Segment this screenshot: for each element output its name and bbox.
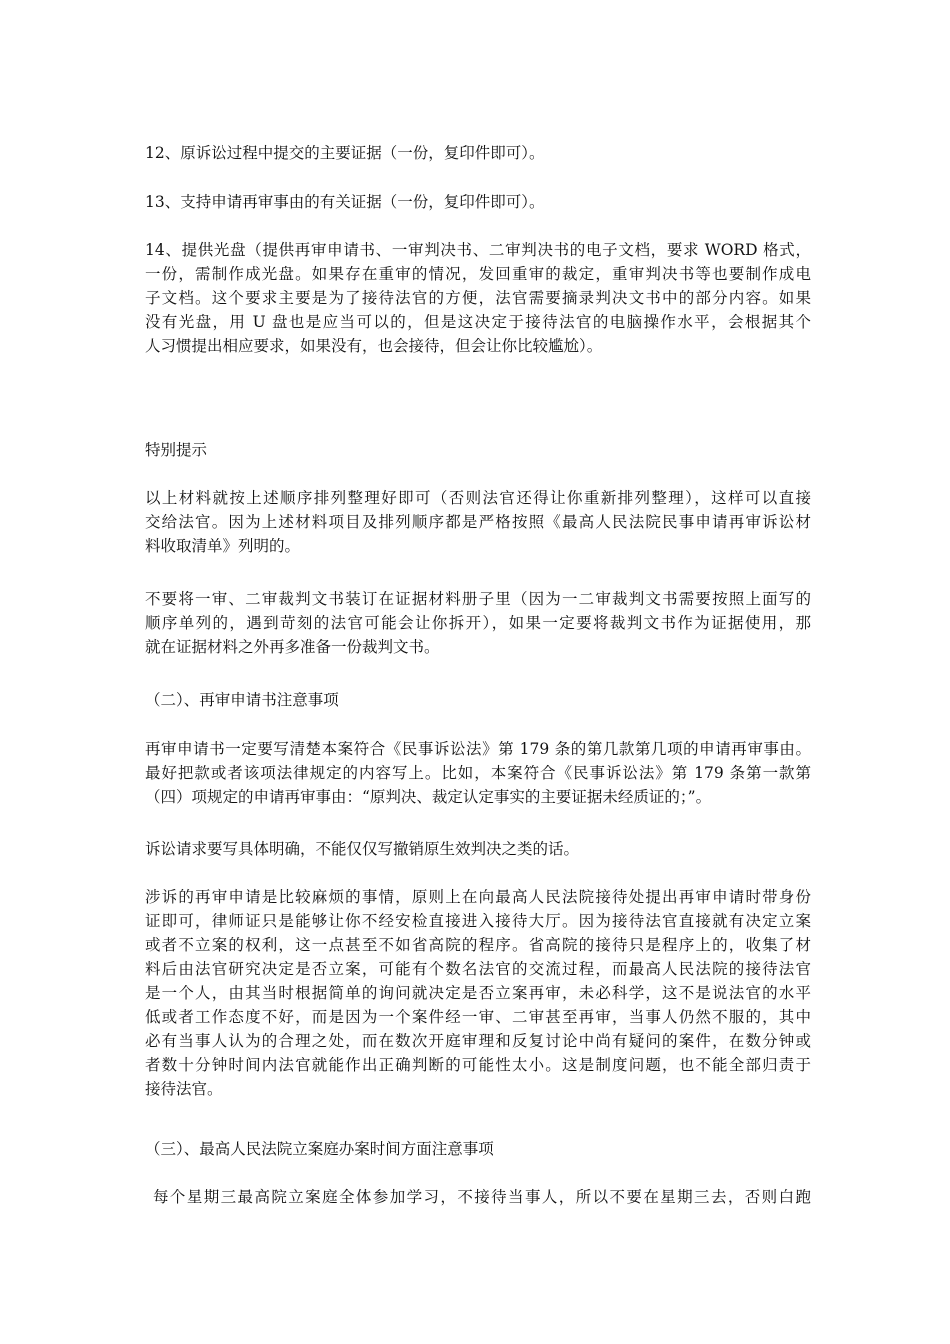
section-2-heading <box>145 688 811 712</box>
paragraph-line: 交给法官。因为上述材料项目及排列顺序都是严格按照《最高人民法院民事申请再审诉讼材 <box>145 513 811 531</box>
paragraph-line: 必有当事人认为的合理之处，而在数次开庭审理和反复讨论中尚有疑问的案件，在数分钟或 <box>145 1032 811 1050</box>
paragraph-line: 料后由法官研究决定是否立案，可能有个数名法官的交流过程，而最高人民法院的接待法官 <box>145 960 811 978</box>
paragraph-line: 每个星期三最高院立案庭全体参加学习，不接待当事人，所以不要在星期三去，否则白跑 <box>153 1188 811 1206</box>
paragraph-line: 接待法官。 <box>145 1080 223 1098</box>
section-heading: （二）、再审申请书注意事项 <box>145 691 339 709</box>
section-2-paragraph-1 <box>145 737 811 809</box>
paragraph-line: 最好把款或者该项法律规定的内容写上。比如，本案符合《民事诉讼法》第 179 条第一款第 <box>145 764 811 782</box>
paragraph-line: 再审申请书一定要写清楚本案符合《民事诉讼法》第 179 条的第几款第几项的申请再审事由。 <box>145 740 811 758</box>
special-notice-paragraph-1 <box>145 486 811 558</box>
list-item-13 <box>145 190 811 214</box>
paragraph-line: 人习惯提出相应要求，如果没有，也会接待，但会让你比较尴尬）。 <box>145 337 603 355</box>
special-notice-paragraph-2 <box>145 587 811 659</box>
list-item-12 <box>145 141 811 165</box>
special-notice-title <box>145 438 811 462</box>
paragraph-line: 诉讼请求要写具体明确，不能仅仅写撤销原生效判决之类的话。 <box>145 840 580 858</box>
section-heading: 特别提示 <box>145 441 208 459</box>
section-2-paragraph-2 <box>145 837 811 861</box>
paragraph-line: 没有光盘，用 U 盘也是应当可以的，但是这决定于接待法官的电脑操作水平，会根据其个 <box>145 313 811 331</box>
paragraph-line: 子文档。这个要求主要是为了接待法官的方便，法官需要摘录判决文书中的部分内容。如果 <box>145 289 811 307</box>
list-item-text: 12、原诉讼过程中提交的主要证据（一份，复印件即可）。 <box>145 144 545 162</box>
paragraph-line: 低或者工作态度不好，而是因为一个案件经一审、二审甚至再审，当事人仍然不服的，其中 <box>145 1008 811 1026</box>
paragraph-line: 就在证据材料之外再多准备一份裁判文书。 <box>145 638 440 656</box>
section-2-paragraph-3 <box>145 885 811 1101</box>
list-item-text: 13、支持申请再审事由的有关证据（一份，复印件即可）。 <box>145 193 545 211</box>
paragraph-line: 14、提供光盘（提供再审申请书、一审判决书、二审判决书的电子文档，要求 WORD 格式， <box>145 241 811 259</box>
paragraph-line: 或者不立案的权利，这一点甚至不如省高院的程序。省高院的接待只是程序上的，收集了材 <box>145 936 811 954</box>
paragraph-line: 是一个人，由其当时根据简单的询问就决定是否立案再审，未必科学，这不是说法官的水平 <box>145 984 811 1002</box>
paragraph-line: 料收取清单》列明的。 <box>145 537 301 555</box>
section-heading: （三）、最高人民法院立案庭办案时间方面注意事项 <box>145 1140 494 1158</box>
section-3-paragraph-1 <box>153 1185 811 1209</box>
paragraph-line: 者数十分钟时间内法官就能作出正确判断的可能性太小。这是制度问题，也不能全部归责于 <box>145 1056 811 1074</box>
section-3-heading <box>145 1137 811 1161</box>
paragraph-line: 涉诉的再审申请是比较麻烦的事情，原则上在向最高人民法院接待处提出再审申请时带身份 <box>145 888 811 906</box>
paragraph-line: 以上材料就按上述顺序排列整理好即可（否则法官还得让你重新排列整理），这样可以直接 <box>145 489 811 507</box>
list-item-14 <box>145 238 811 358</box>
paragraph-line: 顺序单列的，遇到苛刻的法官可能会让你拆开），如果一定要将裁判文书作为证据使用，那 <box>145 614 811 632</box>
paragraph-line: 一份，需制作成光盘。如果存在重审的情况，发回重审的裁定，重审判决书等也要制作成电 <box>145 265 811 283</box>
paragraph-line: 证即可，律师证只是能够让你不经安检直接进入接待大厅。因为接待法官直接就有决定立案 <box>145 912 811 930</box>
paragraph-line: 不要将一审、二审裁判文书装订在证据材料册子里（因为一二审裁判文书需要按照上面写的 <box>145 590 811 608</box>
paragraph-line: （四）项规定的申请再审事由：“原判决、裁定认定事实的主要证据未经质证的；”。 <box>145 788 712 806</box>
